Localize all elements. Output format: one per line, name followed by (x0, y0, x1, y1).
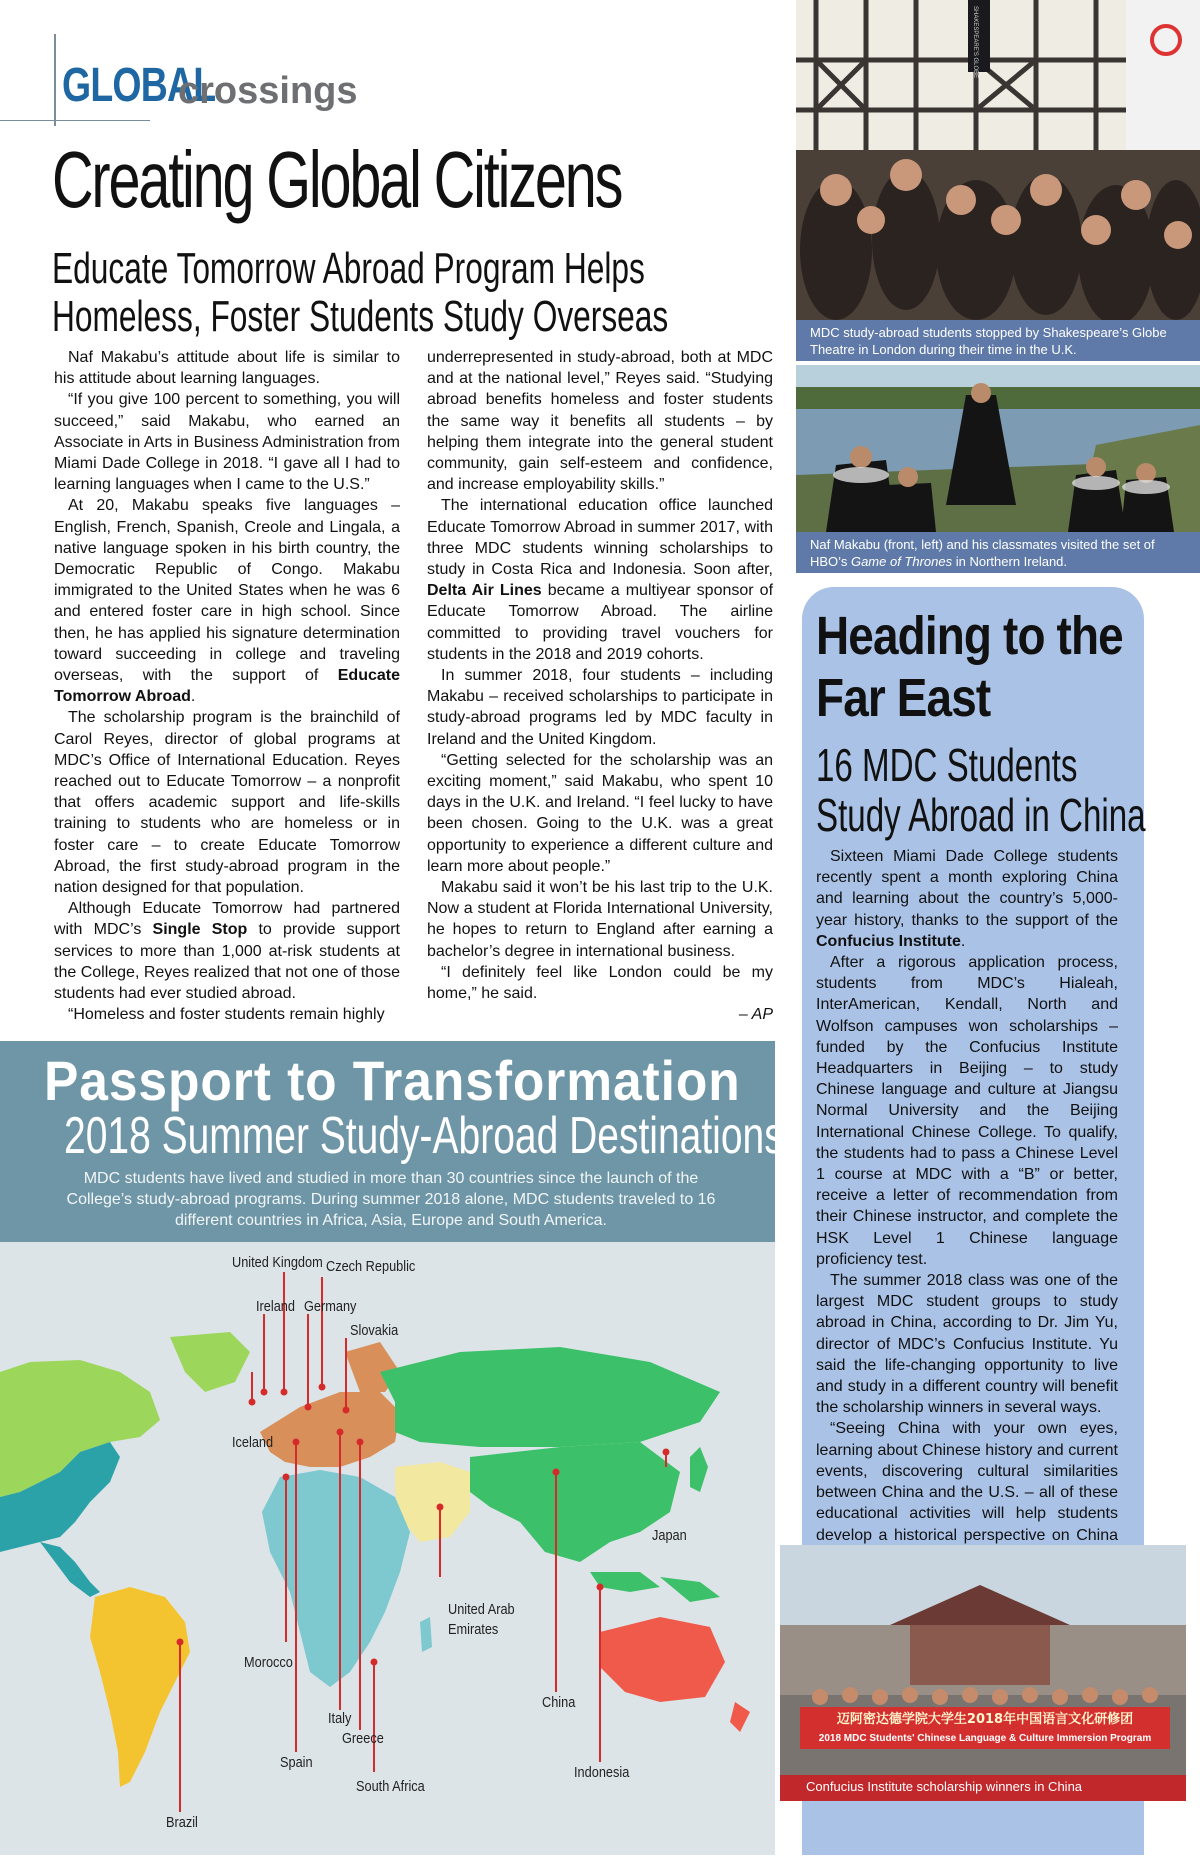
china-banner-line2: 2018 MDC Students' Chinese Language & Culture Immersion Program (818, 1733, 1152, 1744)
china-banner-line1: 迈阿密达德学院大学生2018年中国语言文化研修团 (836, 1712, 1134, 1727)
section-label-global: GLOBAL (62, 59, 216, 112)
article-subhead: Educate Tomorrow Abroad Program Helps Homeless, Foster Students Study Overseas (52, 244, 669, 341)
country-label: Czech Republic (326, 1258, 416, 1275)
paragraph: “Seeing China with your own eyes, learning about Chinese history and current events, discovering cultural similarities between China and the U.S. – all of these educational activities will help students develop a historical perspective on China (816, 1420, 1118, 1544)
map-section-title: Passport to Transformation (44, 1049, 741, 1112)
country-label: Brazil (166, 1814, 198, 1831)
org-name: Single Stop (152, 921, 248, 939)
paragraph: “I definitely feel like London could be my home,” he said. (427, 963, 773, 1003)
paragraph: After a rigorous application process, students from MDC’s Hialeah, InterAmerican, Kendall, North and Wolfson campuses won scholarships – funded by the Confucius Institute Headquarters in Beijing – to study Chinese language and culture at Jiangsu Normal University and the Beijing International Chinese College. To qualify, the students had to pass a Chinese Level 1 course at MDC with a “B” or better, receive a letter of recommendation from their Chinese instructor, and complete the HSK Level 1 Chinese language proficiency test. (816, 954, 1118, 1268)
article-headline: Creating Global Citizens (52, 135, 622, 224)
country-label: Japan (652, 1527, 687, 1544)
country-label: Italy (328, 1710, 352, 1727)
country-label: Ireland (256, 1298, 295, 1315)
sidebar-body (816, 846, 1118, 1609)
country-label: Slovakia (350, 1322, 399, 1339)
game-of-thrones-photo (796, 365, 1200, 532)
org-name: Confucius Institute (816, 932, 961, 950)
map-section-subtitle: 2018 Summer Study-Abroad Destinations (64, 1107, 784, 1165)
article-column-2 (427, 347, 773, 1026)
country-label: Indonesia (574, 1764, 630, 1781)
china-photo-caption: Confucius Institute scholarship winners in China (806, 1779, 1083, 1794)
org-name: Delta Air Lines (427, 582, 542, 600)
sidebar-subtitle: 16 MDC Students Study Abroad in China (816, 739, 1146, 841)
country-label: Spain (280, 1754, 313, 1771)
globe-banner-text: SHAKESPEARE'S GLOBE (972, 6, 978, 79)
country-label: South Africa (356, 1778, 425, 1795)
paragraph: The scholarship program is the brainchild of Carol Reyes, director of global programs at MDC’s Office of International Education. Reyes reached out to Educate Tomorrow – a nonprofit that offers academic support and life-skills training to students who are homeless or in foster care – to create Educate Tomorrow Abroad, the first study-abroad program in the nation designed for that population. (54, 709, 400, 897)
paragraph: Sixteen Miami Dade College students recently spent a month exploring China and learning about the country’s 5,000-year history, thanks to the support of the Confucius Institute. (816, 848, 1118, 950)
paragraph: “Homeless and foster students remain highly (68, 1006, 385, 1024)
globe-theatre-photo (796, 0, 1200, 320)
china-group-photo (780, 1545, 1186, 1801)
paragraph: “Getting selected for the scholarship was an exciting moment,” said Makabu, who spent 10 days in the U.K. and Ireland. “I feel lucky to have been chosen. Going to the U.K. was a great opportunity to experience a different culture and learn more about people.” (427, 751, 773, 875)
paragraph: “If you give 100 percent to something, you will succeed,” said Makabu, who earned an Associate in Arts in Business Administration from Miami Dade College in 2018. “I gave all I had to learning languages when I came to the U.S.” (54, 391, 400, 494)
section-label-crossings: crossings (178, 70, 358, 112)
paragraph: The international education office launched Educate Tomorrow Abroad in summer 2017, with three MDC students winning scholarships to study in Costa Rica and Indonesia. Soon after, Delta Air Lines became a multiyear sponsor of Educate Tomorrow Abroad. The airline committed to providing travel vouchers for students in the 2018 and 2019 cohorts. (427, 497, 774, 663)
country-label: Morocco (244, 1654, 293, 1671)
org-name: Educate Tomorrow Abroad (54, 667, 400, 706)
article-signoff: – AP (738, 1006, 773, 1024)
country-label: United Arab Emirates (448, 1601, 515, 1638)
article-column-1 (54, 347, 400, 1026)
world-map (0, 1242, 775, 1855)
paragraph: Makabu said it won’t be his last trip to the U.K. Now a student at Florida International University, he hopes to return to England after earning a bachelor’s degree in international business. (427, 879, 773, 960)
paragraph: underrepresented in study-abroad, both at MDC and at the national level,” Reyes said. “Studying abroad benefits homeless and foster students the same way it benefits all students – by helping them integrate into the general student community, gain self-esteem and confidence, and increase employability skills.” (427, 349, 773, 494)
paragraph: In summer 2018, four students – including Makabu – received scholarships to participate in study-abroad programs led by MDC faculty in Ireland and the United Kingdom. (427, 667, 773, 748)
paragraph: The summer 2018 class was one of the largest MDC student groups to study abroad in China, according to Dr. Jim Yu, director of MDC’s Confucius Institute. Yu said the life-changing opportunity to live and study in a different country will benefit the scholarship winners in several ways. (816, 1272, 1118, 1417)
country-label: China (542, 1694, 576, 1711)
country-label: Iceland (232, 1434, 274, 1451)
country-label: United Kingdom (232, 1254, 323, 1271)
section-rule-vertical (54, 34, 56, 126)
paragraph: At 20, Makabu speaks five languages – English, French, Spanish, Creole and Lingala, a native language spoken in his birth country, the Democratic Republic of Congo. Makabu immigrated to the United States when he was 6 and entered foster care in high school. Since then, he has applied his signature determination toward succeeding in college and traveling overseas, with the support of Educate Tomorrow Abroad. (54, 497, 400, 706)
paragraph: Although Educate Tomorrow had partnered with MDC’s Single Stop to provide support services to more than 1,000 at-risk students at the College, Reyes realized that not one of those students had ever studied abroad. (54, 900, 400, 1003)
section-rule-horizontal (0, 120, 150, 121)
map-section-intro: MDC students have lived and studied in more than 30 countries since the launch of the College’s study-abroad programs. During summer 2018 alone, MDC students traveled to 16 different countries in Africa, Asia, Europe and South America. (66, 1170, 716, 1229)
got-photo-caption: Naf Makabu (front, left) and his classmates visited the set of HBO’s Game of Thrones in Northern Ireland. (796, 532, 1200, 573)
country-label: Germany (304, 1298, 357, 1315)
sidebar-title: Heading to the Far East (816, 606, 1123, 728)
country-label: Greece (342, 1730, 384, 1747)
globe-photo-caption: MDC study-abroad students stopped by Shakespeare’s Globe Theatre in London during their time in the U.K. (796, 320, 1200, 361)
paragraph: Naf Makabu’s attitude about life is similar to his attitude about learning languages. (54, 349, 400, 388)
